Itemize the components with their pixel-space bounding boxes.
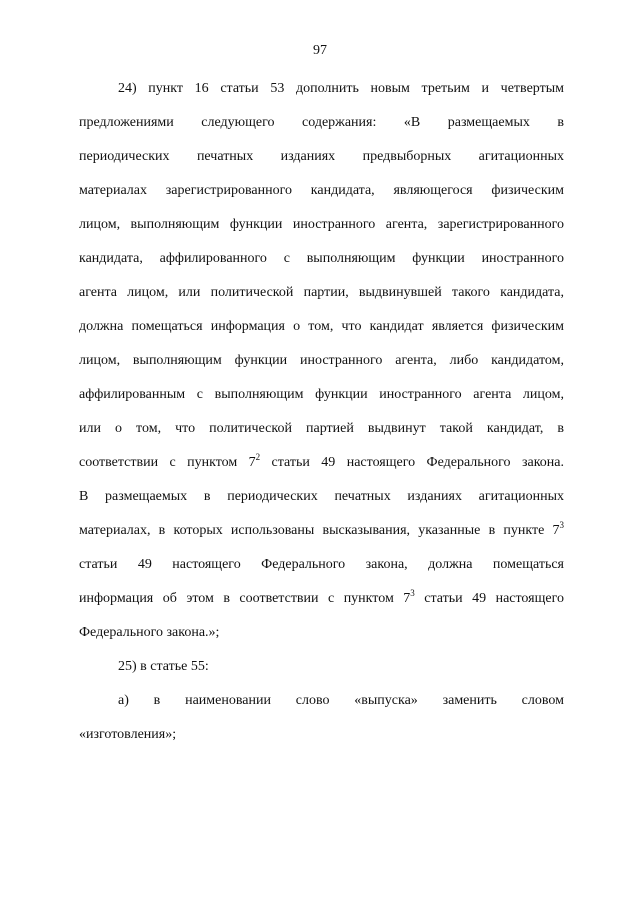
text-line	[79, 242, 564, 276]
text-line	[79, 446, 564, 480]
text-line	[79, 684, 564, 718]
text-line-content: или о том, что политической партией выдвинут такой кандидат, в	[79, 421, 564, 436]
text-line	[79, 718, 564, 752]
superscript-index: 3	[410, 588, 415, 598]
text-line-content: должна помещаться информация о том, что кандидат является физическим	[79, 319, 564, 334]
text-line	[79, 344, 564, 378]
text-line-content: 25) в статье 55:	[118, 659, 209, 674]
text-line	[79, 276, 564, 310]
text-line-content: информация об этом в соответствии с пунктом 7	[79, 591, 411, 606]
text-line-continuation: статьи 49 настоящего Федерального закона.	[260, 455, 564, 470]
text-line-content: 24) пункт 16 статьи 53 дополнить новым третьим и четвертым	[118, 81, 564, 96]
text-line	[79, 140, 564, 174]
text-line	[79, 208, 564, 242]
text-line-content: лицом, выполняющим функции иностранного агента, зарегистрированного	[79, 217, 564, 232]
text-line-content: агента лицом, или политической партии, выдвинувшей такого кандидата,	[79, 285, 564, 300]
document-body	[79, 72, 564, 752]
text-line-content: периодических печатных изданиях предвыборных агитационных	[79, 149, 564, 164]
text-line	[79, 480, 564, 514]
text-line	[79, 650, 564, 684]
text-line-content: лицом, выполняющим функции иностранного агента, либо кандидатом,	[79, 353, 564, 368]
text-line-content: «изготовления»;	[79, 727, 177, 742]
text-line	[79, 582, 564, 616]
text-line	[79, 72, 564, 106]
text-line-content: В размещаемых в периодических печатных изданиях агитационных	[79, 489, 564, 504]
text-line	[79, 310, 564, 344]
text-line	[79, 378, 564, 412]
text-line-continuation: статьи 49 настоящего	[414, 591, 564, 606]
page-number: 97	[313, 43, 327, 58]
text-line	[79, 412, 564, 446]
text-line	[79, 106, 564, 140]
text-line	[79, 174, 564, 208]
text-line-content: материалах, в которых использованы высказывания, указанные в пункте 7	[79, 523, 560, 538]
text-line-content: предложениями следующего содержания: «В размещаемых в	[79, 115, 564, 130]
text-line-content: статьи 49 настоящего Федерального закона, должна помещаться	[79, 557, 564, 572]
text-line-content: аффилированным с выполняющим функции иностранного агента лицом,	[79, 387, 564, 402]
text-line-content: а) в наименовании слово «выпуска» заменить словом	[118, 693, 564, 708]
superscript-index: 3	[559, 520, 564, 530]
text-line	[79, 514, 564, 548]
text-line-content: соответствии с пунктом 7	[79, 455, 256, 470]
text-line-content: Федерального закона.»;	[79, 625, 220, 640]
text-line-content: материалах зарегистрированного кандидата, являющегося физическим	[79, 183, 564, 198]
text-line-content: кандидата, аффилированного с выполняющим функции иностранного	[79, 251, 564, 266]
superscript-index: 2	[255, 452, 261, 462]
text-line	[79, 616, 564, 650]
text-line	[79, 548, 564, 582]
